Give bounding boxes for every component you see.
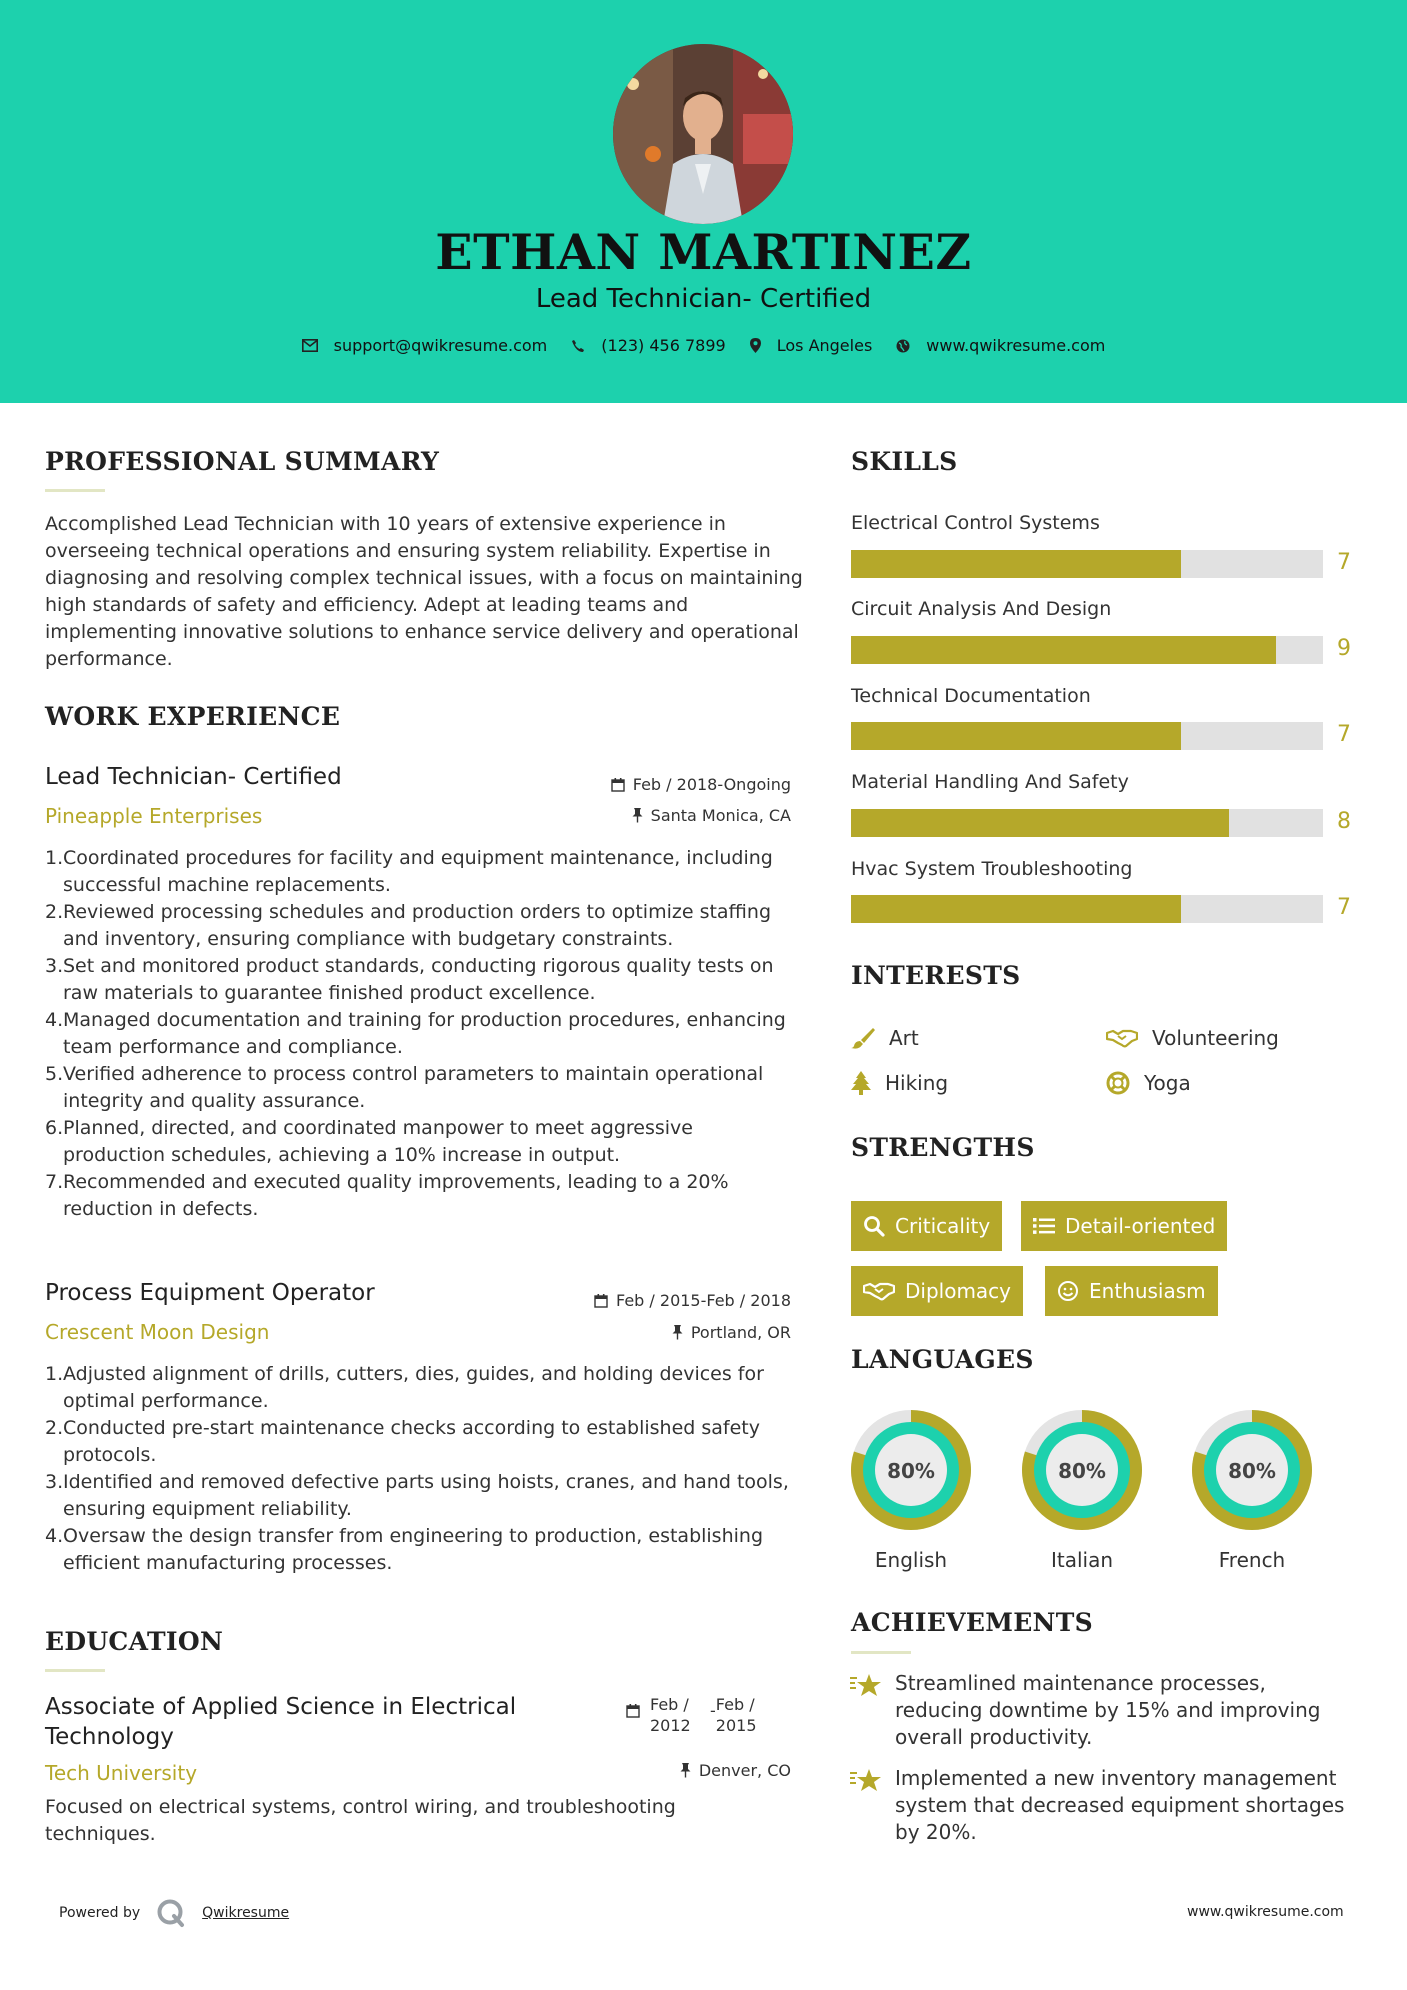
languages-heading: LANGUAGES [851, 1345, 1034, 1374]
skills-heading: SKILLS [851, 447, 958, 476]
skill-value: 8 [1337, 809, 1351, 834]
summary-underline [45, 489, 105, 492]
language-ring [1020, 1408, 1144, 1532]
interest-label: Hiking [885, 1071, 949, 1095]
smile-icon [1057, 1280, 1079, 1302]
language-percent: 80% [887, 1459, 935, 1483]
search-icon [863, 1215, 885, 1237]
interest-volunteering [1106, 1026, 1279, 1050]
profile-photo [613, 44, 793, 224]
bullet-item: 7. Recommended and executed quality improvements, leading to a 20% reduction in defects. [45, 1171, 729, 1220]
bullet-item: 6. Planned, directed, and coordinated manpower to meet aggressive production schedules, achieving a 10% increase in output. [45, 1117, 693, 1166]
interest-yoga [1106, 1071, 1191, 1095]
skill-label: Circuit Analysis And Design [851, 598, 1112, 620]
job-title-2: Process Equipment Operator [45, 1280, 375, 1306]
calendar-icon [594, 1294, 608, 1308]
achievements-heading: ACHIEVEMENTS [851, 1608, 1093, 1637]
education-text: Focused on electrical systems, control wiring, and troubleshooting techniques. [45, 1796, 676, 1845]
phone-icon [571, 339, 585, 353]
education-location-text: Denver, CO [698, 1761, 791, 1780]
footer-powered-by [59, 1898, 289, 1928]
language-french [1190, 1408, 1314, 1572]
language-italian [1020, 1408, 1144, 1572]
job-bullets-2 [45, 1361, 790, 1577]
degree-line-1: Associate of Applied Science in Electrical [45, 1694, 517, 1720]
language-percent: 80% [1058, 1459, 1106, 1483]
interests-heading: INTERESTS [851, 961, 1021, 990]
education-heading: EDUCATION [45, 1627, 224, 1656]
skill-bar-fill [851, 895, 1181, 923]
contact-email[interactable] [302, 336, 548, 355]
bullet-item: 5. Verified adherence to process control parameters to maintain operational integrity and quality assurance. [45, 1063, 764, 1112]
language-name: French [1218, 1548, 1286, 1572]
calendar-icon [611, 778, 625, 792]
qwikresume-logo-icon [156, 1898, 186, 1928]
interest-art [851, 1026, 919, 1050]
strength-label: Enthusiasm [1089, 1279, 1206, 1303]
skill-value: 9 [1337, 636, 1351, 661]
bullet-item: 2. Conducted pre-start maintenance checks according to established safety protocols. [45, 1417, 760, 1466]
education-location [680, 1761, 791, 1780]
star-icon [849, 1672, 883, 1700]
job-location-text-2: Portland, OR [690, 1323, 791, 1342]
bullet-item: 4. Oversaw the design transfer from engineering to production, establishing efficient manufacturing processes. [45, 1525, 764, 1574]
skill-bar-fill [851, 550, 1181, 578]
bullet-item: 1. Adjusted alignment of drills, cutters, dies, guides, and holding devices for optimal performance. [45, 1363, 764, 1412]
phone-text[interactable]: (123) 456 7899 [601, 336, 726, 355]
skill-value: 7 [1337, 895, 1351, 920]
language-english [849, 1408, 973, 1572]
skill-label: Technical Documentation [851, 685, 1091, 707]
bullet-item: 4. Managed documentation and training for production procedures, enhancing team performance and compliance. [45, 1009, 786, 1058]
skill-bar-track [851, 895, 1323, 923]
achievement-item [849, 1670, 1349, 1751]
calendar-icon [626, 1704, 640, 1718]
job-dates-1 [611, 775, 791, 794]
skill-bar-fill [851, 809, 1229, 837]
strength-tag [851, 1201, 1002, 1251]
job-dates-text-1: Feb / 2018-Ongoing [632, 775, 791, 794]
skill-bar-fill [851, 722, 1181, 750]
bullet-item: 3. Set and monitored product standards, conducting rigorous quality tests on raw materials to guarantee finished product excellence. [45, 955, 774, 1004]
interest-hiking [851, 1071, 948, 1095]
pin-icon [672, 1325, 683, 1340]
degree-title [45, 1692, 516, 1752]
job-bullets-1 [45, 845, 790, 1223]
language-name: Italian [1050, 1548, 1114, 1572]
language-name: English [874, 1548, 948, 1572]
candidate-title: Lead Technician- Certified [535, 284, 872, 314]
job-title-1: Lead Technician- Certified [45, 764, 342, 790]
experience-heading: WORK EXPERIENCE [45, 702, 341, 731]
powered-by-text: Powered by [59, 1905, 141, 1921]
contact-location [750, 336, 873, 355]
language-ring [1190, 1408, 1314, 1532]
job-dates-text-2: Feb / 2015-Feb / 2018 [616, 1291, 791, 1310]
skill-value: 7 [1337, 722, 1351, 747]
school-name: Tech University [45, 1761, 198, 1785]
candidate-name: ETHAN MARTINEZ [435, 223, 972, 281]
footer-website[interactable]: www.qwikresume.com [1187, 1904, 1344, 1920]
life-ring-icon [1106, 1071, 1130, 1095]
achievements-underline [851, 1651, 911, 1654]
education-dates [626, 1694, 757, 1736]
bullet-item: 1. Coordinated procedures for facility and equipment maintenance, including successful machine replacements. [45, 847, 773, 896]
header-banner [0, 0, 1407, 403]
skill-label: Material Handling And Safety [851, 771, 1129, 793]
job-location-text-1: Santa Monica, CA [650, 806, 791, 825]
star-icon [849, 1767, 883, 1795]
globe-icon [896, 339, 910, 353]
job-location-2 [672, 1323, 791, 1342]
job-location-1 [632, 806, 791, 825]
paintbrush-icon [851, 1027, 875, 1049]
skill-bar-track [851, 809, 1323, 837]
achievement-text: Implemented a new inventory management system that decreased equipment shortages by 20%. [895, 1766, 1345, 1844]
contact-phone[interactable] [571, 336, 725, 355]
envelope-icon [302, 339, 318, 352]
skill-bar-track [851, 550, 1323, 578]
qwikresume-link[interactable]: Qwikresume [202, 1905, 290, 1921]
company-1: Pineapple Enterprises [45, 804, 263, 828]
edu-start: Feb / 2012 [650, 1695, 691, 1735]
achievement-item [849, 1765, 1349, 1846]
strength-tag [1045, 1266, 1218, 1316]
contact-bar [0, 336, 1407, 355]
tree-icon [851, 1071, 871, 1095]
handshake-icon [863, 1281, 895, 1301]
pin-icon [680, 1763, 691, 1778]
job-dates-2 [594, 1291, 791, 1310]
skill-bar-track [851, 722, 1323, 750]
strength-tag [851, 1266, 1023, 1316]
achievement-text: Streamlined maintenance processes, reducing downtime by 15% and improving overall productivity. [895, 1671, 1321, 1749]
language-percent: 80% [1228, 1459, 1276, 1483]
skill-label: Electrical Control Systems [851, 512, 1100, 534]
summary-heading: PROFESSIONAL SUMMARY [45, 447, 440, 476]
skill-bar-fill [851, 636, 1276, 664]
list-icon [1033, 1217, 1055, 1235]
strength-tag [1021, 1201, 1227, 1251]
handshake-icon [1106, 1028, 1138, 1048]
skill-value: 7 [1337, 550, 1351, 575]
interest-label: Volunteering [1152, 1026, 1279, 1050]
bullet-item: 2. Reviewed processing schedules and production orders to optimize staffing and inventory, ensuring compliance with budgetary constraints. [45, 901, 772, 950]
interest-label: Art [889, 1026, 919, 1050]
strength-label: Detail-oriented [1065, 1214, 1216, 1238]
interest-label: Yoga [1144, 1071, 1191, 1095]
edu-dash: - [710, 1701, 716, 1720]
degree-line-2: Technology [45, 1724, 174, 1750]
skill-label: Hvac System Troubleshooting [851, 858, 1133, 880]
company-2: Crescent Moon Design [45, 1320, 270, 1344]
map-marker-icon [750, 338, 761, 353]
location-text: Los Angeles [776, 336, 873, 355]
contact-website[interactable] [896, 336, 1105, 355]
bullet-item: 3. Identified and removed defective parts using hoists, cranes, and hand tools, ensuring equipment reliability. [45, 1471, 789, 1520]
education-underline [45, 1669, 105, 1672]
skill-bar-track [851, 636, 1323, 664]
edu-end: Feb / 2015 [715, 1695, 757, 1735]
website-text[interactable]: www.qwikresume.com [926, 336, 1106, 355]
language-ring [849, 1408, 973, 1532]
strength-label: Criticality [895, 1214, 991, 1238]
strengths-heading: STRENGTHS [851, 1133, 1035, 1162]
strength-label: Diplomacy [905, 1279, 1012, 1303]
pin-icon [632, 808, 643, 823]
email-text[interactable]: support@qwikresume.com [333, 336, 548, 355]
summary-text: Accomplished Lead Technician with 10 years of extensive experience in overseeing technical operations and ensuring system reliability. Expertise in diagnosing and resolving complex technical issues, with a focus on maintaining high standards of safety and efficiency. Adept at leading teams and implementing innovative solutions to enhance service delivery and operational performance. [45, 513, 803, 670]
